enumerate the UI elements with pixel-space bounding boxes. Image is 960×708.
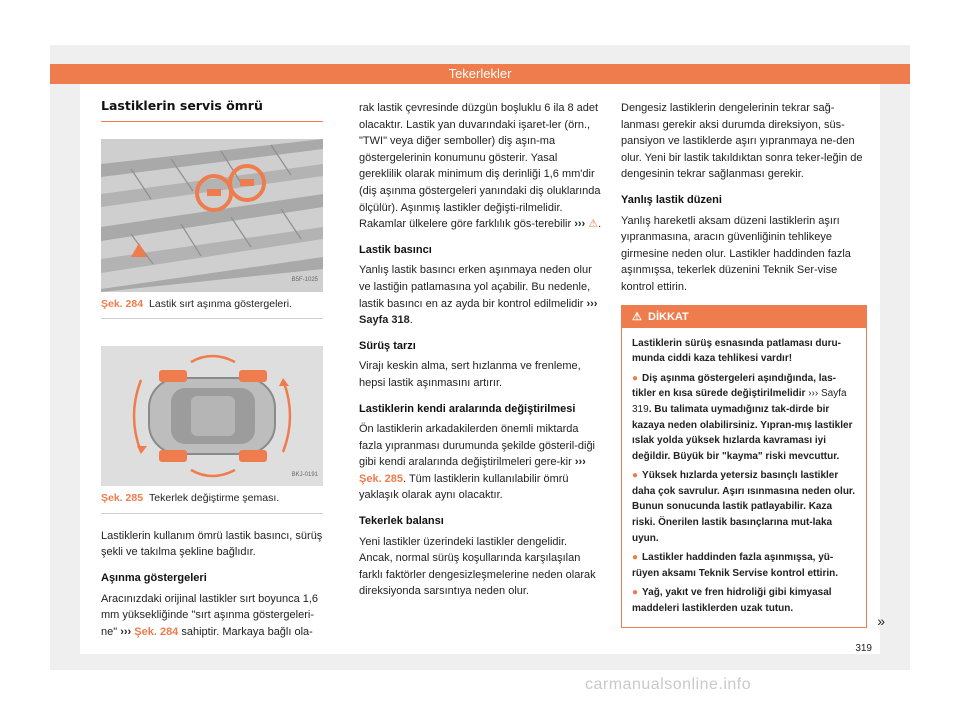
page-319-link[interactable]: ››› Sayfa 319: [632, 388, 847, 415]
tire-tread-illustration: [101, 139, 323, 292]
warning-bullet: [632, 371, 856, 465]
warning-lead: Lastiklerin sürüş esnasında patlaması duru-munda ciddi kaza tehlikesi vardır!: [632, 337, 841, 365]
heading-wheel-balance: Tekerlek balansı: [359, 515, 444, 528]
heading-tire-rotation: Lastiklerin kendi aralarında değiştirilmesi: [359, 402, 576, 415]
heading-tire-pressure: Lastik basıncı: [359, 243, 432, 256]
figure-caption-text: Tekerlek değiştirme şeması.: [149, 492, 280, 505]
bullet-dot-icon: ●: [632, 372, 639, 384]
page-number: 319: [855, 643, 872, 654]
heading-wheel-alignment: Yanlış lastik düzeni: [621, 193, 722, 206]
wear-continued-text: rak lastik çevresinde düzgün boşluklu 6 ila 8 adet olacaktır. Lastik yan duvarındaki işaret-ler (örn., "TWI" veya diğer semboller) diş aşın-ma göstergelerinin konumunu gösterir. Yasal gereklilik olarak minimum diş derinliği 1,6 mm'dir (diş aşınma göstergeleri yanındaki diş oluklarında ölçülür). Aşınmış lastikler değişti-rilmelidir. Rakamlar ülkelere göre farklılık gös-terebilir: [359, 102, 601, 231]
figure-number: Şek. 284: [101, 297, 144, 310]
section-title: Lastiklerin servis ömrü: [101, 98, 323, 122]
balance-paragraph: Yeni lastikler üzerindeki lastikler dengelidir. Ancak, normal sürüş koşullarında karşılaşılan farklı faktörler dengesizleşmelerine neden olarak direksiyonda sarsıntıya neden olur.: [359, 535, 596, 598]
chapter-header: Tekerlekler: [50, 64, 910, 84]
figure-tire-rotation: [101, 346, 323, 486]
figure-284-link[interactable]: Şek. 284: [134, 625, 179, 638]
manual-page: [80, 84, 885, 654]
warning-bullet: [632, 585, 856, 616]
column-2: [359, 100, 602, 609]
intro-paragraph: Lastiklerin kullanım ömrü lastik basıncı, sürüş şekli ve takılma şekline bağlıdır.: [101, 529, 323, 559]
page-318-link[interactable]: Sayfa 318: [359, 314, 410, 327]
ref-arrow: ›››: [574, 456, 586, 469]
figure-code: BKJ-0191: [291, 471, 318, 478]
rotation-tail: . Tüm lastiklerin kullanılabilir ömrü yaklaşık olarak aynı olacaktır.: [359, 472, 569, 502]
wear-tail: sahiptir. Markaya bağlı ola-: [181, 625, 313, 638]
figure-number: Şek. 285: [101, 492, 144, 505]
warning-bullet-text: Lastikler haddinden fazla aşınmışsa, yü-rüyen aksamı Teknik Servise kontrol ettirin.: [632, 552, 839, 579]
warning-bullet-text: Yüksek hızlarda yetersiz basınçlı lastikler daha çok savrulur. Aşırı ısınmasına neden olur. Bunun sonucunda lastik patlayabilir. Kaza riski. Önerilen lastik basınçlarına mut-laka uyun.: [632, 470, 856, 544]
wear-text: Aracınızdaki orijinal lastikler sırt boyunca 1,6 mm yüksekliğinde "sırt aşınma göstergeleri-ne": [101, 592, 319, 638]
figure-285-link[interactable]: Şek. 285: [359, 472, 404, 485]
warning-title: DİKKAT: [648, 310, 689, 323]
warning-bullet-text: Diş aşınma göstergeleri aşındığında, las-tikler en kısa sürede değiştirilmelidir: [632, 372, 836, 400]
alignment-paragraph: Yanlış hareketli aksam düzeni lastiklerin aşırı yıpranmasına, aracın güvenliğinin tehlikeye girmesine neden olur. Lastikler haddinden fazla aşınmışsa, tekerlek düzenini Teknik Ser-vise kontrol ettirin.: [621, 214, 851, 293]
heading-driving-style: Sürüş tarzı: [359, 339, 416, 352]
bullet-dot-icon: ●: [632, 552, 639, 564]
figure-caption: [101, 490, 323, 507]
warning-box: [621, 305, 867, 628]
ref-arrow: ›››: [574, 218, 586, 231]
rotation-text: Ön lastiklerin arkadakilerden önemli miktarda fazla yıpranması durumunda şekilde gösteril-diği gibi kendi aralarında değiştirilmeleri gere-kir: [359, 423, 596, 469]
warning-icon: ⚠: [632, 310, 642, 323]
warning-bullet-text: Yağ, yakıt ve fren hidroliği gibi kimyasal maddeleri lastiklerden uzak tutun.: [632, 587, 832, 615]
pressure-paragraph: Yanlış lastik basıncı erken aşınmaya neden olur ve lastiğin patlamasına yol açabilir. Bu nedenle, lastik basıncı en az ayda bir kontrol edilmelidir ››› Sayfa 318.: [359, 264, 598, 327]
figure-caption: [101, 296, 323, 313]
car-topview-illustration: [101, 346, 323, 486]
ref-arrow: ›››: [586, 297, 598, 310]
wear-continued-paragraph: rak lastik çevresinde düzgün boşluklu 6 ila 8 adet olacaktır. Lastik yan duvarındaki işaret-ler (örn., "TWI" veya diğer semboller) diş aşın-ma göstergelerinin konumunu gösterir. Yasal gereklilik olarak minimum diş derinliği 1,6 mm'dir (diş aşınma göstergeleri yanındaki diş oluklarında ölçülür). Aşınmış lastikler değişti-rilmelidir. Rakamlar ülkelere göre farklılık gös-terebilir ››› ⚠.: [359, 102, 602, 231]
heading-wear-indicators: Aşınma göstergeleri: [101, 571, 207, 584]
ref-arrow: ›››: [120, 625, 132, 638]
bullet-dot-icon: ●: [632, 587, 639, 599]
pressure-text: Yanlış lastik basıncı erken aşınmaya neden olur ve lastiğin patlamasına yol açabilir. Bu nedenle, lastik basıncı en az ayda bir kontrol edilmelidir: [359, 264, 592, 310]
warning-bullet: [632, 468, 856, 546]
divider: [101, 318, 323, 319]
bullet-dot-icon: ●: [632, 470, 639, 482]
wear-paragraph: [101, 591, 323, 641]
warning-body: [622, 328, 866, 627]
warning-header: [622, 306, 866, 328]
column-1: [101, 84, 323, 649]
continue-mark: »: [877, 613, 885, 630]
rotation-paragraph: [359, 421, 602, 504]
figure-code: B5F-1025: [291, 277, 318, 283]
warning-bullet-text: . Bu talimata uymadığınız tak-dirde bir kazaya neden olabilirsiniz. Yıpran-mış lastikler ıslak yolda yüksek hızlarda kavraması iyi değildir. Büyük bir "kayma" riski mevcuttur.: [632, 403, 853, 462]
divider: [101, 513, 323, 514]
warning-triangle-icon[interactable]: ⚠: [588, 218, 599, 231]
style-paragraph: Virajı keskin alma, sert hızlanma ve frenleme, hepsi lastik aşınmasını artırır.: [359, 360, 581, 389]
watermark: carmanualsonline.info: [585, 676, 752, 693]
warning-bullet: [632, 550, 856, 581]
balance-continued-paragraph: Dengesiz lastiklerin dengelerinin tekrar sağ-lanması gerekir aksi durumda direksiyon, süs-pansiyon ve lastiklerde aşırı yıpranmaya ne-den olur. Yeni bir lastik takıldıktan sonra teker-leğin de dengesinin tekrar sağlanması gerekir.: [621, 102, 863, 181]
figure-caption-text: Lastik sırt aşınma göstergeleri.: [149, 297, 293, 310]
figure-tread-wear: [101, 139, 323, 292]
column-3: [621, 100, 885, 630]
